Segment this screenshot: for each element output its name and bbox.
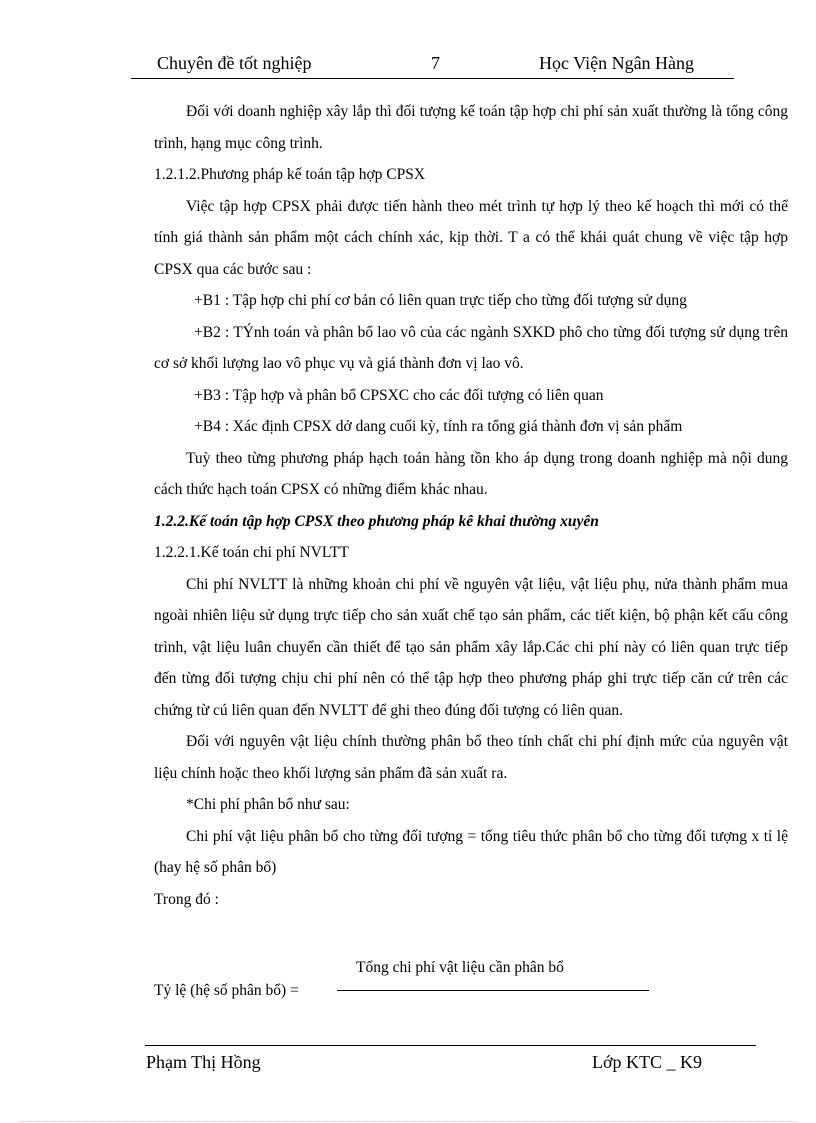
paragraph-nvltt-definition: Chi phí NVLTT là những khoản chi phí về nguyên vật liệu, vật liệu phụ, nửa thành phẩm mua ngoài nhiên liệu sử dụng trực tiếp cho sản xuất chế tạo sản phẩm, các tiết kiện, bộ phận kết cấu công trình, vật liệu luân chuyển cần thiết để tạo sản phẩm xây lắp.Các chi phí này có liên quan trực tiếp đến từng đối tượng chịu chi phí nên có thể tập hợp theo phương pháp ghi trực tiếp căn cứ trên các chứng từ cú liên quan đến NVLTT để ghi theo đúng đối tượng có liên quan. xyxy=(154,575,788,719)
step-b2: +B2 : TÝnh toán và phân bổ lao vô của các ngành SXKD phô cho từng đối tượng sử dụng trên cơ sở khối lượng lao vô phục vụ và giá thành đơn vị lao vô. xyxy=(154,323,788,372)
page-edge-divider xyxy=(20,1121,796,1122)
section-heading-1-2-2-1: 1.2.2.1.Kế toán chi phí NVLTT xyxy=(154,544,349,561)
formula-numerator: Tổng chi phí vật liệu cần phân bổ xyxy=(356,959,564,976)
paragraph-inventory-method: Tuỳ theo từng phương pháp hạch toán hàng tồn kho áp dụng trong doanh nghiệp mà nội dung cách thức hạch toán CPSX có những điểm khác nhau. xyxy=(154,449,788,498)
formula-label: Tỷ lệ (hệ số phân bổ) = xyxy=(154,982,299,999)
page-footer xyxy=(145,1045,756,1076)
paragraph-cost-object: Đối với doanh nghiệp xây lắp thì đối tượng kế toán tập hợp chi phí sản xuất thường là tổng công trình, hạng mục công trình. xyxy=(154,103,788,152)
step-b1: +B1 : Tập hợp chi phí cơ bản có liên quan trực tiếp cho từng đối tượng sử dụng xyxy=(194,292,687,309)
fraction-bar xyxy=(337,990,649,991)
paragraph-cpsx-process: Việc tập hợp CPSX phải được tiến hành theo mét trình tự hợp lý theo kế hoạch thì mới có thể tính giá thành sản phẩm một cách chính xác, kịp thời. T a có thể khái quát chung về việc tập hợp CPSX qua các bước sau : xyxy=(154,197,788,278)
allocation-ratio-formula xyxy=(154,955,714,1005)
paragraph-where: Trong đó : xyxy=(154,890,219,908)
author-name: Phạm Thị Hồng xyxy=(146,1052,261,1072)
paragraph-allocation-formula: Chi phí vật liệu phân bổ cho từng đối tượng = tổng tiêu thức phân bổ cho từng đối tượng x tỉ lệ (hay hệ số phân bổ) xyxy=(154,827,788,876)
paragraph-main-materials: Đối với nguyên vật liệu chính thường phân bổ theo tính chất chi phí định mức của nguyên vật liệu chính hoặc theo khối lượng sản phẩm đã sản xuất ra. xyxy=(154,733,788,782)
paragraph-allocation-intro: *Chi phí phân bổ như sau: xyxy=(186,796,350,813)
institution-name: Học Viện Ngân Hàng xyxy=(539,53,695,73)
document-title: Chuyên đề tốt nghiệp xyxy=(157,53,312,73)
step-b3: +B3 : Tập hợp và phân bổ CPSXC cho các đối tượng có liên quan xyxy=(194,386,604,404)
class-name: Lớp KTC _ K9 xyxy=(592,1052,703,1072)
page-number: 7 xyxy=(431,53,440,73)
page-header xyxy=(131,50,734,79)
body-text xyxy=(154,96,788,915)
step-b4: +B4 : Xác định CPSX dở dang cuối kỳ, tính ra tổng giá thành đơn vị sản phẩm xyxy=(194,418,683,435)
section-heading-1-2-2: 1.2.2.Kế toán tập hợp CPSX theo phương pháp kê khai thường xuyên xyxy=(154,512,599,530)
section-heading-1-2-1-2: 1.2.1.2.Phương pháp kế toán tập hợp CPSX xyxy=(154,166,426,183)
